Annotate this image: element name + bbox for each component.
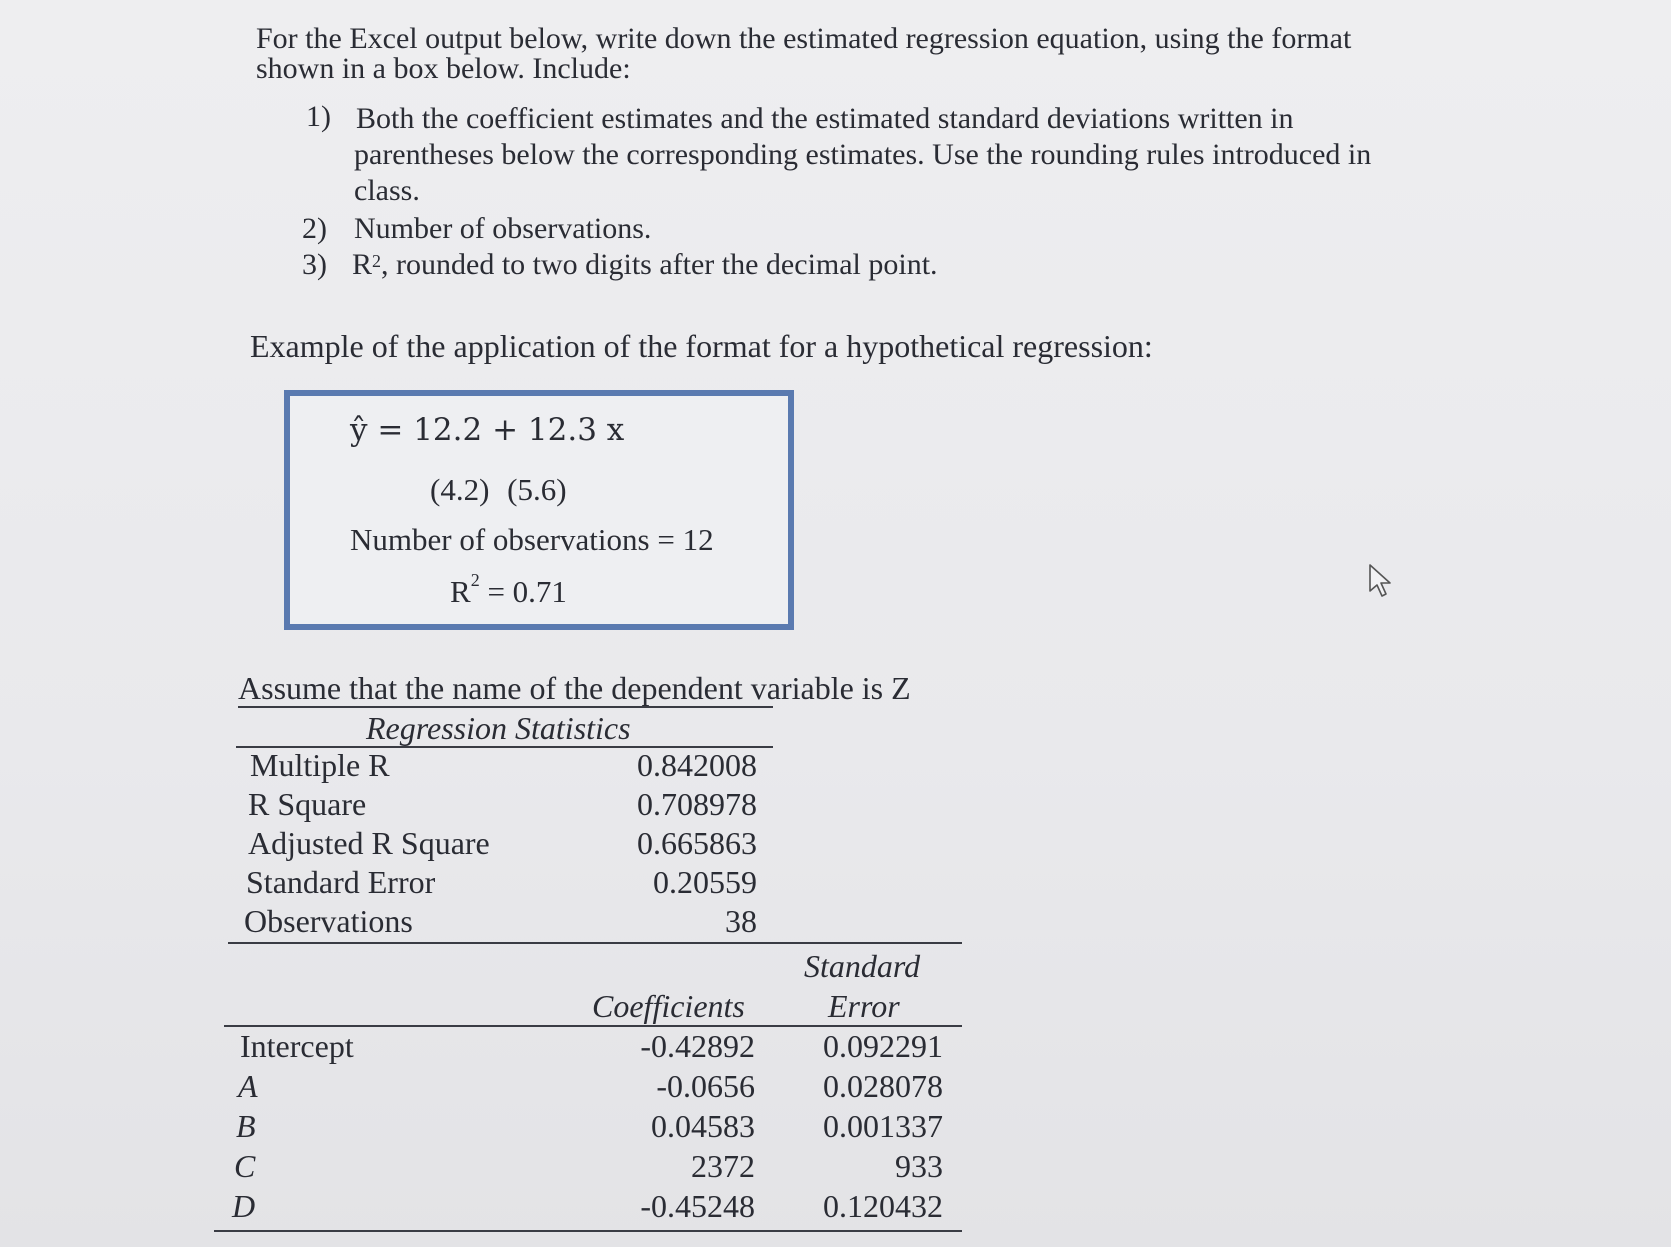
r-superscript: 2: [372, 251, 382, 271]
list-item-1-line-3: class.: [354, 174, 420, 207]
example-r-value: = 0.71: [479, 574, 567, 609]
stats-value-observations: 38: [725, 903, 757, 939]
stats-bottom-rule: [228, 942, 962, 944]
stats-label-adjusted-r-square: Adjusted R Square: [248, 825, 490, 861]
stats-label-r-square: R Square: [248, 786, 367, 822]
coef-value-intercept: -0.42892: [640, 1028, 755, 1064]
example-box: [284, 390, 794, 630]
coef-header-rule: [224, 1025, 962, 1027]
coef-label-c: C: [234, 1148, 256, 1184]
header-coefficients: Coefficients: [592, 988, 745, 1024]
mouse-pointer-icon: [1368, 563, 1396, 599]
coef-label-d: D: [232, 1188, 256, 1224]
coef-value-d: -0.45248: [640, 1188, 755, 1224]
stats-value-adjusted-r-square: 0.665863: [637, 825, 757, 861]
list-item-1-line-1: Both the coefficient estimates and the estimated standard deviations written in: [356, 102, 1294, 135]
se-value-b: 0.001337: [823, 1108, 943, 1144]
list-number-1: 1): [306, 100, 331, 133]
stats-label-observations: Observations: [244, 903, 413, 939]
example-observations: Number of observations = 12: [350, 522, 714, 557]
coef-label-intercept: Intercept: [240, 1028, 354, 1064]
list-item-3-rest: , rounded to two digits after the decimal point.: [381, 248, 938, 281]
example-equation: ŷ = 12.2 + 12.3 x: [350, 412, 625, 448]
coef-bottom-rule: [214, 1230, 962, 1232]
header-error: Error: [828, 988, 900, 1024]
r-symbol: R: [352, 248, 373, 281]
assume-text: Assume that the name of the dependent variable is Z: [238, 670, 911, 706]
list-item-3-text: [352, 248, 938, 282]
stats-value-r-square: 0.708978: [637, 786, 757, 822]
coef-value-b: 0.04583: [651, 1108, 755, 1144]
list-item-2-text: Number of observations.: [354, 212, 652, 245]
coef-label-b: B: [236, 1108, 256, 1144]
stats-value-multiple-r: 0.842008: [637, 747, 757, 783]
coef-value-a: -0.0656: [656, 1068, 755, 1104]
se-value-a: 0.028078: [823, 1068, 943, 1104]
se-value-c: 933: [895, 1148, 943, 1184]
example-std-errors: (4.2) (5.6): [430, 472, 567, 507]
coef-label-a: A: [238, 1068, 258, 1104]
list-number-3: 3): [302, 248, 327, 281]
stats-value-standard-error: 0.20559: [653, 864, 757, 900]
list-number-2: 2): [302, 212, 327, 245]
example-r-symbol: R: [450, 574, 471, 609]
assume-underline: [238, 706, 773, 708]
intro-line-2: shown in a box below. Include:: [256, 52, 631, 85]
example-heading: Example of the application of the format for a hypothetical regression:: [250, 328, 1153, 364]
header-standard: Standard: [804, 948, 921, 984]
regression-stats-title: Regression Statistics: [366, 710, 631, 746]
example-r-superscript: 2: [470, 570, 480, 590]
stats-label-standard-error: Standard Error: [246, 864, 436, 900]
stats-label-multiple-r: Multiple R: [250, 747, 390, 783]
intro-line-1: For the Excel output below, write down the estimated regression equation, using the format: [256, 22, 1352, 55]
example-r-squared: [450, 570, 567, 610]
coef-value-c: 2372: [691, 1148, 755, 1184]
se-value-intercept: 0.092291: [823, 1028, 943, 1064]
se-value-d: 0.120432: [823, 1188, 943, 1224]
list-item-1-line-2: parentheses below the corresponding estimates. Use the rounding rules introduced in: [354, 138, 1372, 171]
